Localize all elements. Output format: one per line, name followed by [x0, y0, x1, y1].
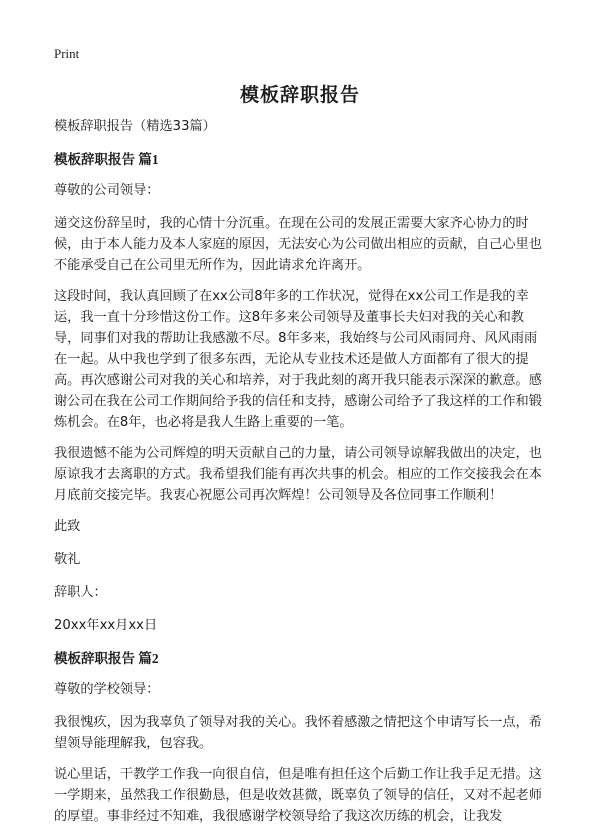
body-paragraph: 我很遗憾不能为公司辉煌的明天贡献自己的力量，请公司领导谅解我做出的决定，也原谅我才去离职的方式。我希望我们能有再次共事的机会。相应的工作交接我会在本月底前交接完毕。我衷心祝愿公司再次辉煌！公司领导及各位同事工作顺利！ [54, 446, 542, 503]
closing-line: 此致 [54, 519, 81, 534]
print-link[interactable]: Print [54, 46, 80, 61]
closing-line: 敬礼 [54, 552, 81, 567]
body-paragraph: 我很愧疚，因为我辜负了领导对我的关心。我怀着感激之情把这个申请写长一点，希望领导能理解我，包容我。 [54, 715, 542, 751]
page-title: 模板辞职报告 [239, 84, 360, 106]
document-subtitle: 模板辞职报告（精选33篇） [54, 119, 216, 134]
salutation: 尊敬的公司领导： [54, 183, 160, 198]
document-body [54, 116, 550, 828]
body-paragraph: 这段时间，我认真回顾了在xx公司8年多的工作状况，觉得在xx公司工作是我的幸运，我一直十分珍惜这份工作。这8年多来公司领导及董事长夫妇对我的关心和教导，同事们对我的帮助让我感激不尽。8年多来，我始终与公司风雨同舟、风风雨雨在一起。从中我也学到了很多东西，无论从专业技术还是做人方面都有了很大的提高。再次感谢公司对我的关心和培养，对于我此刻的离开我只能表示深深的歉意。感谢公司在我在公司工作期间给予我的信任和支持，感谢公司给予了我这样的工作和锻炼机会。在8年，也必将是我人生路上重要的一笔。 [54, 289, 542, 430]
body-paragraph: 说心里话，干教学工作我一向很自信，但是唯有担任这个后勤工作让我手足无措。这一学期来，虽然我工作很勤恳，但是收效甚微，既辜负了领导的信任，又对不起老师的厚望。事非经过不知难，我很感谢学校领导给了我这次历练的机会，让我发 [54, 767, 542, 824]
body-paragraph: 递交这份辞呈时，我的心情十分沉重。在现在公司的发展正需要大家齐心协力的时候，由于本人能力及本人家庭的原因，无法安心为公司做出相应的贡献，自己心里也不能承受自己在公司里无所作为，因此请求允许离开。 [54, 216, 542, 273]
salutation: 尊敬的学校领导： [54, 682, 160, 697]
signature-line: 辞职人： [54, 585, 107, 600]
section-heading: 模板辞职报告 篇1 [54, 152, 159, 167]
section-heading: 模板辞职报告 篇2 [54, 651, 159, 666]
date-line: 20xx年xx月xx日 [54, 618, 158, 633]
